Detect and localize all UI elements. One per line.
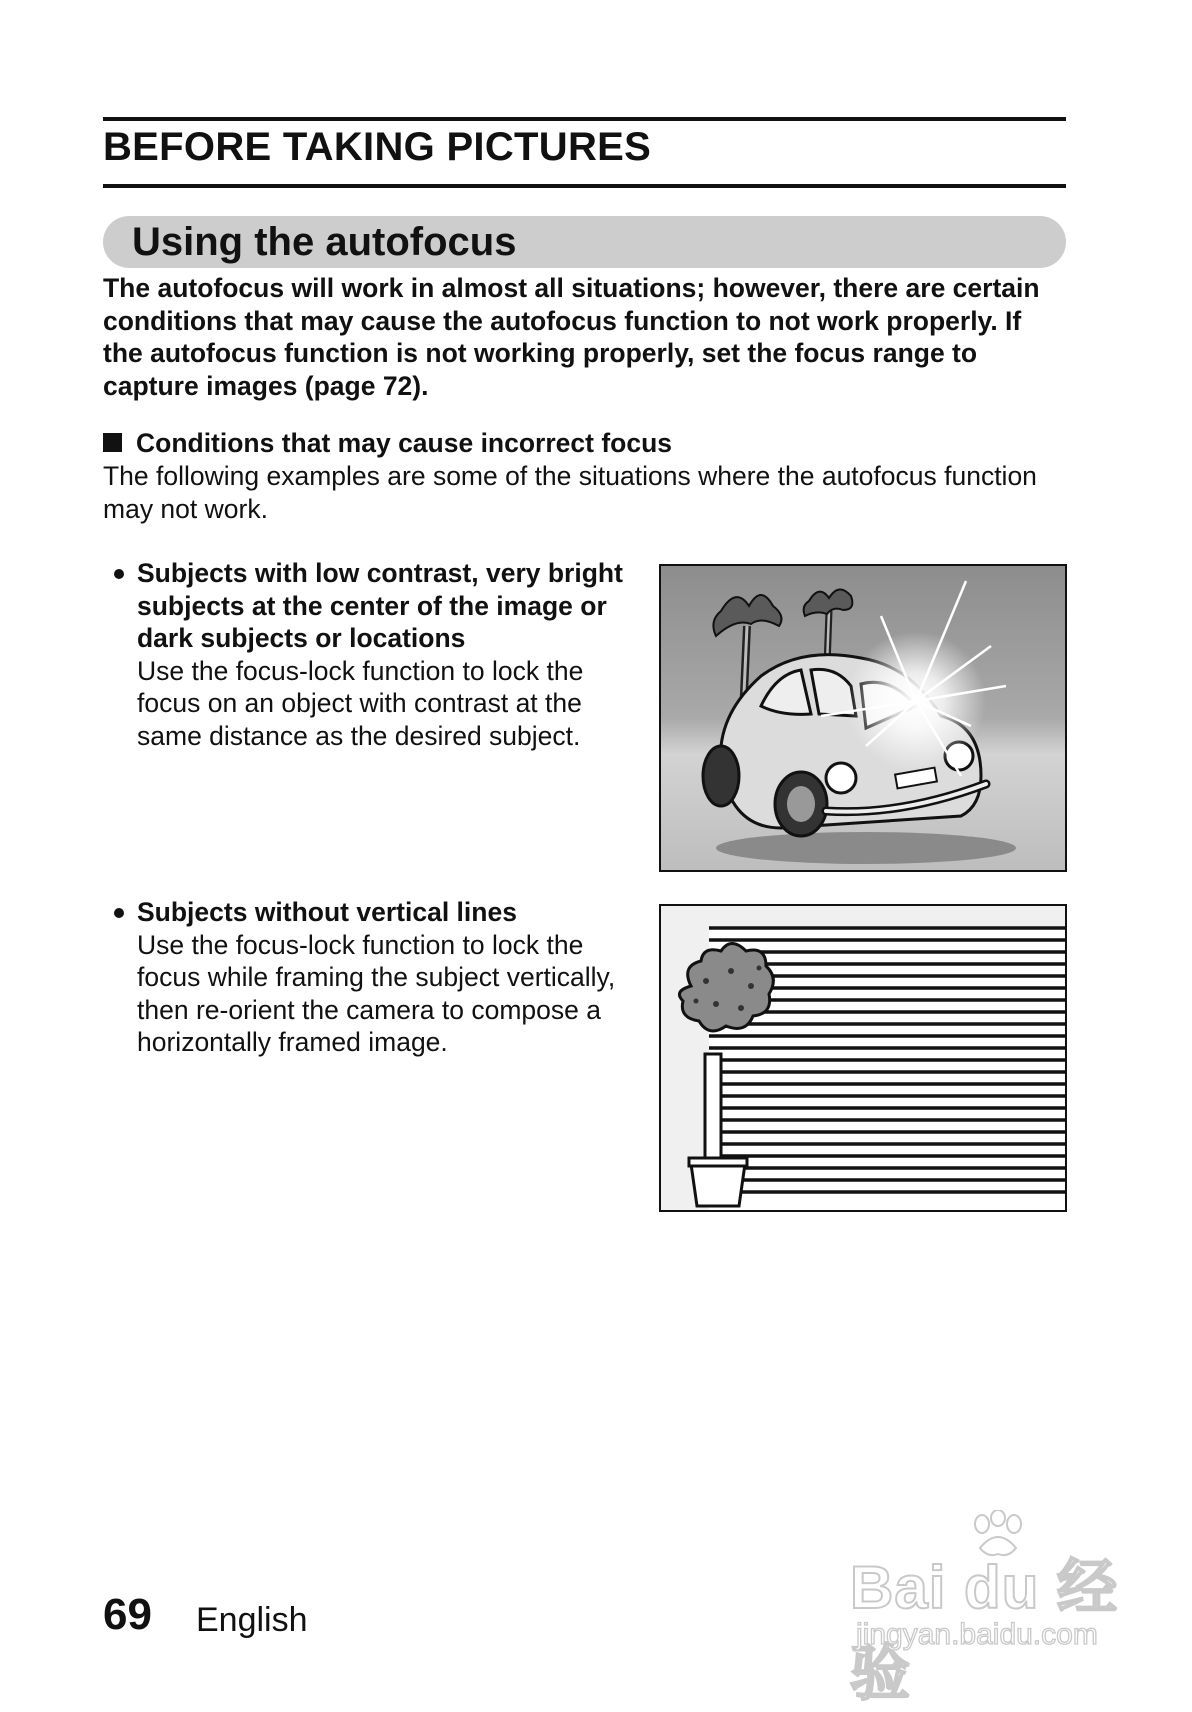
condition-item-title: Subjects with low contrast, very bright subjects at the center of the image or dark subjects or locations (137, 558, 623, 653)
top-rule (103, 117, 1066, 121)
watermark-sub-text: jingyan.baidu.com (856, 1618, 1098, 1651)
condition-item-title: Subjects without vertical lines (137, 897, 517, 927)
section-underline (103, 184, 1066, 188)
topic-title: Using the autofocus (132, 220, 517, 264)
condition-item-body: Use the focus-lock function to lock the focus while framing the subject vertically, then re-orient the camera to compose a horizontally framed image. (137, 929, 616, 1057)
conditions-heading (103, 427, 672, 459)
bullet-dot-icon (114, 908, 124, 918)
blinds-drawing (661, 906, 1065, 1210)
language-label: English (196, 1601, 308, 1639)
car-glare-drawing (661, 566, 1065, 870)
page-number: 69 (103, 1590, 152, 1639)
condition-item (137, 557, 637, 752)
condition-item-body: Use the focus-lock function to lock the focus on an object with contrast at the same distance as the desired subject. (137, 655, 584, 751)
watermark-main-text: Bai du 经验 (850, 1554, 1119, 1707)
square-bullet-icon (103, 433, 122, 452)
section-title: BEFORE TAKING PICTURES (103, 125, 652, 169)
baidu-watermark (850, 1510, 1150, 1707)
bullet-dot-icon (114, 569, 124, 579)
condition-item (137, 896, 637, 1059)
conditions-description: The following examples are some of the situations where the autofocus function may not work. (103, 461, 1037, 524)
blinds-illustration (659, 904, 1067, 1212)
topic-title-bar (103, 216, 1066, 268)
intro-paragraph: The autofocus will work in almost all situations; however, there are certain conditions that may cause the autofocus function to not work properly. If the autofocus function is not working properly, set the focus range to capture images (page 72). (103, 273, 1040, 401)
conditions-heading-text: Conditions that may cause incorrect focus (136, 428, 673, 458)
car-glare-illustration (659, 564, 1067, 872)
